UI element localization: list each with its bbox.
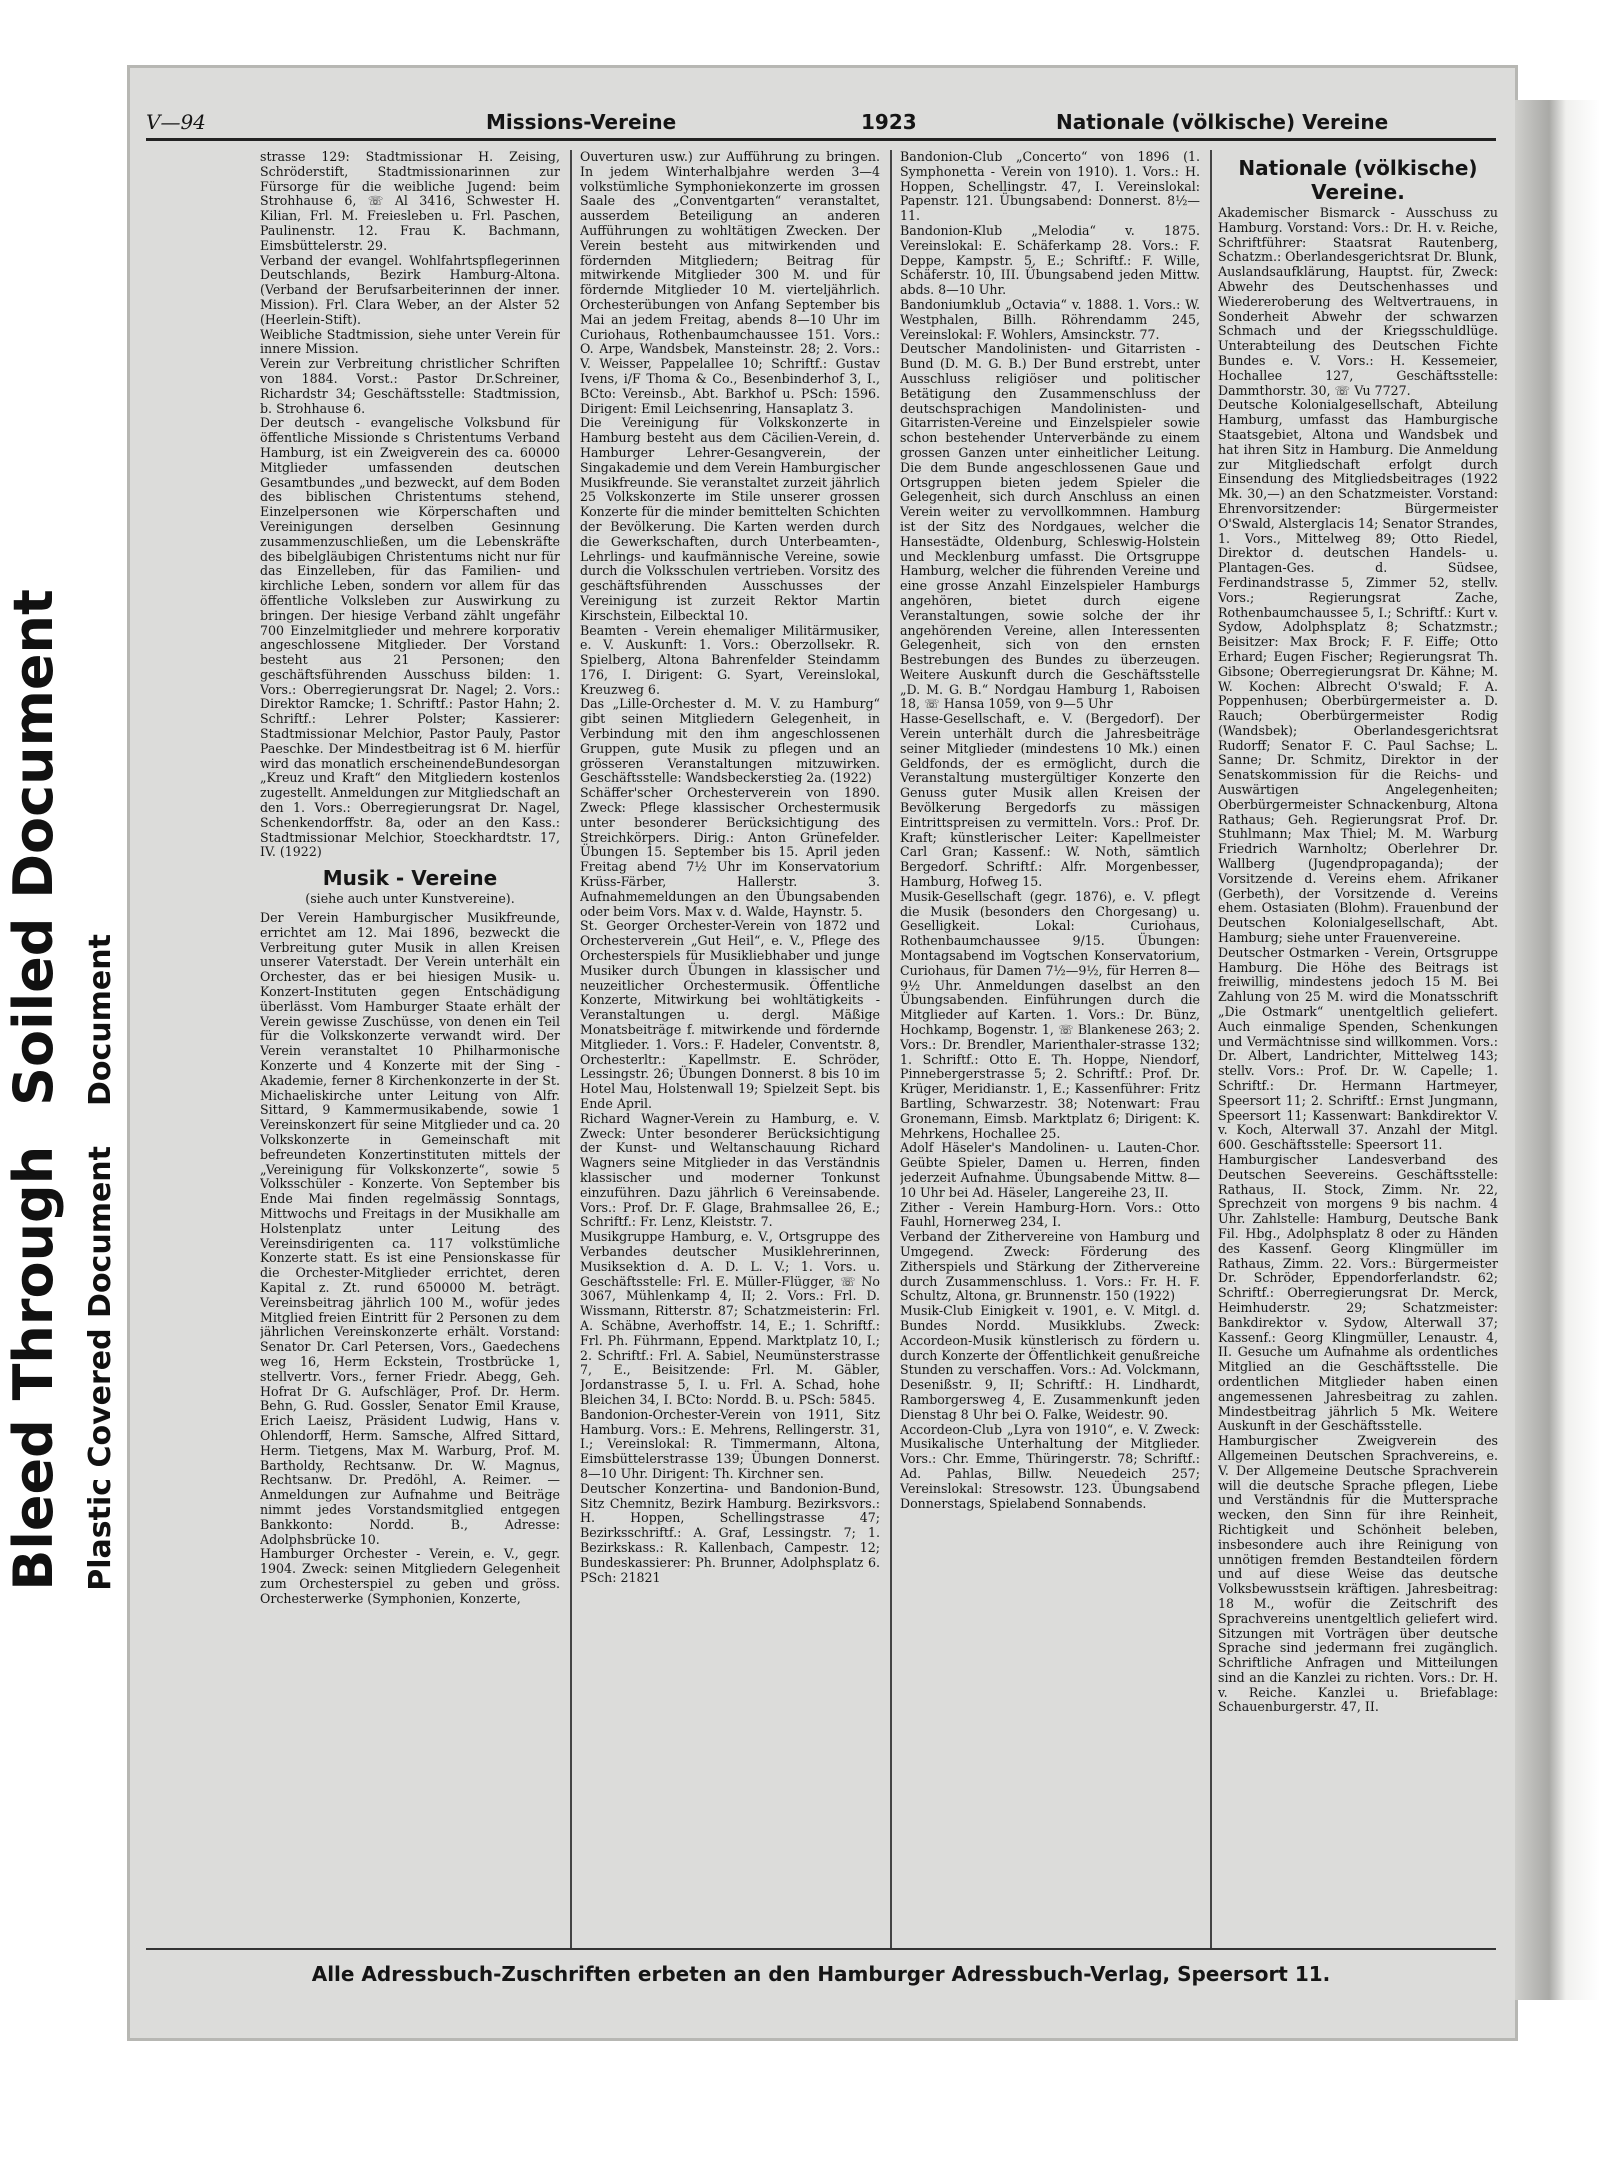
col3-entry: Bandonion-Klub „Melodia“ v. 1875. Vereinslokal: E. Schäferkamp 28. Vors.: F. Deppe, Kampstr. 5, E.; Schriftf.: F. Wille, Schäferstr. 10, III. Übungsabend jeden Mittw. abds. 8—10 Uhr. (900, 222, 1200, 298)
col2-entry: Richard Wagner-Verein zu Hamburg, e. V. Zweck: Unter besonderer Berücksichtigung der Kunst- und Weltanschauung Richard Wagners seine Mitglieder in das Verständnis klassischer und moderner Tonkunst einzuführen. Dazu jährlich 6 Vereinsabende. Vors.: Prof. Dr. F. Glage, Brahmsallee 26, E.; Schriftf.: Fr. Lenz, Kleiststr. 7. (580, 1110, 880, 1230)
column-1 (260, 150, 560, 1950)
col2-entry: Die Vereinigung für Volkskonzerte in Hamburg besteht aus dem Cäcilien-Verein, d. Hamburger Lehrer-Gesangverein, der Singakademie und dem Verein Hamburgischer Musikfreunde. Sie veranstaltet zurzeit jährlich 25 Volkskonzerte im Stile unserer grossen Konzerte für die minder bemittelten Schichten der Bevölkerung. Die Karten werden durch die Gewerkschaften, durch Unterbeamten-, Lehrlings- und kaufmännische Vereine, sowie durch die Volksschulen vertrieben. Vorsitz des geschäftsführenden Ausschusses der Vereinigung ist zurzeit Rektor Martin Kirschstein, Eilbecktal 10. (580, 415, 880, 623)
col3-entry: Accordeon-Club „Lyra von 1910“, e. V. Zweck: Musikalische Unterhaltung der Mitglieder. Vors.: Chr. Emme, Thüringerstr. 78; Schriftf.: Ad. Pahlas, Billw. Neuedeich 257; Vereinslokal: Stresowstr. 123. Übungsabend Donnerstags, Spielabend Sonnabends. (900, 1421, 1200, 1511)
col2-entry: Das „Lille-Orchester d. M. V. zu Hamburg“ gibt seinen Mitgliedern Gelegenheit, in Verbindung mit den ihm angeschlossenen Gruppen, gute Musik zu pflegen und an grösseren Veranstaltungen mitzuwirken. Geschäftsstelle: Wandsbeckerstieg 2a. (1922) (580, 696, 880, 786)
soiled-document-stamp: Soiled Document (2, 589, 65, 1106)
col2-entry: Bandonion-Orchester-Verein von 1911, Sitz Hamburg. Vors.: E. Mehrens, Rellingerstr. 31, I.; Vereinslokal: R. Timmermann, Altona, Eimsbüttelerstrasse 139; Übungen Donnerst. 8—10 Uhr. Dirigent: Th. Kirchner sen. (580, 1406, 880, 1481)
col2-entry: St. Georger Orchester-Verein von 1872 und Orchesterverein „Gut Heil“, e. V., Pflege des Orchesterspiels für Musikliebhaber und junge Musiker durch Übungen in klassischer und neuzeitlicher Orchestermusik. Öffentliche Konzerte, Mitwirkung bei wohltätigkeits - Veranstaltungen u. dergl. Mäßige Monatsbeiträge f. mitwirkende und fördernde Mitglieder. 1. Vors.: F. Hadeler, Conventstr. 8, Orchesterltr.: Kapellmstr. E. Schröder, Lessingstr. 26; Übungen Donnerst. 8 bis 10 im Hotel Mau, Holstenwall 19; Spielzeit Sept. bis Ende April. (580, 918, 880, 1111)
col1-entry: Hamburger Orchester - Verein, e. V., gegr. 1904. Zweck: seinen Mitgliedern Gelegenheit zum Orchesterspiel zu geben und gröss. Orchesterwerke (Symphonien, Konzerte, (260, 1546, 560, 1606)
col1-entry: Verband der evangel. Wohlfahrtspflegerinnen Deutschlands, Bezirk Hamburg-Altona. (Verband der Berufsarbeiterinnen der inner. Mission). Frl. Clara Weber, an der Alster 52 (Heerlein-Stift). (260, 252, 560, 327)
col2-entry: Deutscher Konzertina- und Bandonion-Bund, Sitz Chemnitz, Bezirk Hamburg. Bezirksvors.: H. Hoppen, Schellingstrasse 47; Bezirksschriftf.: A. Graf, Lessingstr. 7; 1. Bezirkskass.: R. Kallenbach, Campestr. 12; Bundeskassierer: Ph. Brunner, Adolphsplatz 6. PSch: 21821 (580, 1480, 880, 1585)
stamp-text (2, 589, 118, 1591)
col1-entry: Der Verein Hamburgischer Musikfreunde, errichtet am 12. Mai 1896, bezweckt die Verbreitung guter Musik in allen Kreisen unserer Vaterstadt. Der Verein unterhält ein Orchester, das er bei hiesigen Musik- u. Konzert-Instituten gegen Entschädigung überlässt. Vom Hamburger Staate erhält der Verein gewisse Zuschüsse, von denen ein Teil für die Volkskonzerte verwandt wird. Der Verein veranstaltet 10 Philharmonische Konzerte und 4 Konzerte mit der Sing - Akademie, ferner 8 Kirchenkonzerte in der St. Michaeliskirche unter Leitung von Alfr. Sittard, 9 Kammermusikabende, sowie 1 Vereinskonzert für seine Mitglieder und ca. 20 Volkskonzerte in Gemeinschaft mit befreundeten Konzertinstituten mittels der „Vereinigung für Volkskonzerte“, sowie 5 Volksschüler - Konzerte. Von September bis Ende Mai finden regelmässig Sonntags, Mittwochs und Freitags in der Musikhalle am Holstenplatz unter Leitung des Vereinsdirigenten ca. 117 volkstümliche Konzerte statt. Es ist eine Pensionskasse für die Orchester-Mitglieder errichtet, deren Kapital z. Zt. rund 650000 M. beträgt. Vereinsbeitrag jährlich 100 M., wofür jedes Mitglied freien Eintritt für 2 Personen zu dem jährlichen Vereinskonzerte erhält. Vorstand: Senator Dr. Carl Petersen, Vors., Gaedechens weg 16, Herm Eckstein, Trostbrücke 1, stellvertr. Vors., ferner Friedr. Abegg, Geh. Hofrat Dr G. Aufschläger, Prof. Dr. Herm. Behn, G. Rud. Gossler, Senator Emil Krause, Erich Laeisz, Präsident Ludwig, Hans v. Ohlendorff, Herm. Samsche, Alfred Sittard, Herm. Tietgens, Max M. Warburg, Prof. M. Bartholdy, Rechtsanw. Dr. W. Magnus, Rechtsanw. Dr. Predöhl, A. Reimer. — Anmeldungen zur Aufnahme und Beiträge nimmt jedes Vorstandsmitglied entgegen Bankkonto: Nordd. B., Adresse: Adolphsbrücke 10. (260, 910, 560, 1547)
col4-entry: Deutscher Ostmarken - Verein, Ortsgruppe Hamburg. Die Höhe des Beitrags ist freiwillig, mindestens jedoch 15 M. Bei Zahlung von 25 M. wird die Monatsschrift „Die Ostmark“ unentgeltlich geliefert. Auch einmalige Spenden, Schenkungen und Vermächtnisse sind willkommen. Vors.: Dr. Albert, Landrichter, Mittelweg 143; stellv. Vors.: Prof. Dr. W. Capelle; 1. Schriftf.: Dr. Hermann Hartmeyer, Speersort 11; 2. Schriftf.: Ernst Jungmann, Speersort 11; Kassenwart: Bankdirektor V. v. Koch, Alterwall 37. Anzahl der Mitgl. 600. Geschäftsstelle: Speersort 11. (1218, 944, 1498, 1153)
col1-entry: Verein zur Verbreitung christlicher Schriften von 1884. Vorst.: Pastor Dr.Schreiner, Richardstr 34; Geschäftsstelle: Stadtmission, b. Strohhause 6. (260, 356, 560, 416)
col2-entry: Ouverturen usw.) zur Aufführung zu bringen. In jedem Winterhalbjahre werden 3—4 volkstümliche Symphoniekonzerte im grossen Saale des „Conventgarten“ veranstaltet, ausserdem Beteiligung an anderen Aufführungen zu wohltätigen Zwecken. Der Verein besteht aus mitwirkenden und fördernden Mitgliedern; Beitrag für mitwirkende Mitglieder 300 M. und für fördernde Mitglieder 10 M. vierteljährlich. Orchesterübungen von Anfang September bis Mai an jedem Freitag, abends 8—10 Uhr im Curiohaus, Rothenbaumchaussee 151. Vors.: O. Arpe, Wandsbek, Mansteinstr. 28; 2. Vors.: V. Weisser, Pappelallee 10; Schriftf.: Gustav Ivens, i/F Thoma & Co., Besenbinderhof 3, I., BCto: Vereinsb., Abt. Barkhof u. PSch: 1596. Dirigent: Emil Leichsenring, Hansaplatz 3. (580, 150, 880, 416)
col3-entry: Musik-Gesellschaft (gegr. 1876), e. V. pflegt die Musik (besonders den Chorgesang) u. Geselligkeit. Lokal: Curiohaus, Rothenbaumchaussee 9/15. Übungen: Montagsabend im Vogtschen Konservatorium, Curiohaus, für Damen 7½—9½, für Herren 8—9½ Uhr. Anmeldungen daselbst an den Übungsabenden. Einführungen durch die Mitglieder auf Karten. 1. Vors.: Dr. Bünz, Hochkamp, Bogenstr. 1, ☏ Blankenese 263; 2. Vors.: Dr. Brendler, Marienthaler-strasse 132; 1. Schriftf.: Otto E. Th. Hoppe, Niendorf, Pinnebergerstrasse 5; 2. Schriftf.: Prof. Dr. Krüger, Meridianstr. 1, E.; Kassenführer: Fritz Bartling, Schwarzestr. 38; Notenwart: Frau Gronemann, Eimsb. Marktplatz 6; Dirigent: K. Mehrkens, Hochallee 25. (900, 888, 1200, 1141)
document-stamp: Document (83, 934, 118, 1106)
column-divider (890, 150, 892, 1950)
col4-entry: Hamburgischer Landesverband des Deutschen Seevereins. Geschäftsstelle: Rathaus, II. Stock, Zimm. Nr. 22, Sprechzeit von morgens 9 bis nachm. 4 Uhr. Zahlstelle: Hamburg, Deutsche Bank Fil. Hbg., Adolphsplatz 8 oder zu Händen des Kassenf. Georg Klingmüller im Rathaus, Zimm. 22. Vors.: Bürgermeister Dr. Schröder, Eppendorferlandstr. 62; Schriftf.: Oberregierungsrat Dr. Merck, Heimhuderstr. 29; Schatzmeister: Bankdirektor v. Sydow, Alterwall 37; Kassenf.: Georg Klingmüller, Lenaustr. 4, II. Gesuche um Aufnahme als ordentliches Mitglied an die Geschäftsstelle. Die ordentlichen Mitglieder haben einen angemessenen Jahresbeitrag zu zahlen. Mindestbeitrag jährlich 5 Mk. Weitere Auskunft in der Geschäftsstelle. (1218, 1152, 1498, 1434)
column-2 (580, 150, 880, 1950)
section-title-musik: Musik - Vereine (322, 866, 498, 891)
column-divider (1210, 150, 1212, 1950)
col4-entry: Auslandsaufklärung, Hauptst. für, Zweck: Abwehr des Deutschenhasses und Wiedereroberung des Weltvertrauens, in Sonderheit Abwehr der schwarzen Schmach und der Kriegsschuldlüge. Unterabteilung des Deutschen Fichte Bundes e. V. Vors.: H. Kessemeier, Hochallee 127, Geschäftsstelle: Dammthorstr. 30, ☏ Vu 7727. (1218, 264, 1498, 398)
section-subtitle-musik: (siehe auch unter Kunstvereine). (305, 891, 515, 907)
stamp-sidebar (0, 0, 120, 2177)
col1-entry: Der deutsch - evangelische Volksbund für öffentliche Missionde s Christentums Verband Hamburg, ist ein Zweigverein des ca. 60000 Mitglieder umfassenden deutschen Gesamtbundes „und bezweckt, auf dem Boden des biblischen Christentums stehend, Einzelpersonen wie Körperschaften und Vereinigungen derselben Gesinnung zusammenzuschließen, um die Lebenskräfte des bibelgläubigen Christentums nicht nur für das Einzelleben, für das Familien- und kirchliche Leben, sondern vor allem für das öffentliche Volksleben zur Auswirkung zu bringen. Der hiesige Verband zählt ungefähr 700 Einzelmitglieder und mehrere korporativ angeschlossene Mitglieder. Der Vorstand besteht aus 21 Personen; den geschäftsführenden Ausschuss bilden: 1. Vors.: Oberregierungsrat Dr. Nagel; 2. Vors.: Direktor Ramcke; 1. Schriftf.: Pastor Hahn; 2. Schriftf.: Lehrer Polster; Kassierer: Stadtmissionar Melchior, Pastor Pauly, Pastor Paeschke. Der Mindestbeitrag ist 6 M. hierfür wird das monatlich erscheinendeBundesorgan „Kreuz und Kraft“ den Mitgliedern kostenlos zugestellt. Anmeldungen zur Mitgliedschaft an den 1. Vors.: Oberregierungsrat Dr. Nagel, Schenkendorffstr. 8a, oder an den Kass.: Stadtmissionar Melchior, Stoeckhardtstr. 17, IV. (1922) (260, 415, 560, 860)
page-edge (1515, 100, 1600, 2000)
header-left-title: Missions-Vereine (486, 110, 677, 134)
header-year: 1923 (861, 110, 917, 134)
col2-entry: Musikgruppe Hamburg, e. V., Ortsgruppe des Verbandes deutscher Musiklehrerinnen, Musiksektion d. A. D. L. V.; 1. Vors. u. Geschäftsstelle: Frl. E. Müller-Flügger, ☏ No 3067, Mühlenkamp 4, II; 2. Vors.: Frl. D. Wissmann, Ritterstr. 87; Schatzmeisterin: Frl. A. Schäbne, Averhoffstr. 14, E.; 1. Schriftf.: Frl. Ph. Führmann, Eppend. Marktplatz 10, I.; 2. Schriftf.: Frl. A. Sabiel, Neumünsterstrasse 7, E., Beisitzende: Frl. M. Gäbler, Jordanstrasse 5, I. u. Frl. A. Schad, hohe Bleichen 34, I. BCto: Nordd. B. u. PSch: 5845. (580, 1229, 880, 1407)
col4-entry: Akademischer Bismarck - Ausschuss zu Hamburg. Vorstand: Vors.: Dr. H. v. Reiche, Schriftführer: Staatsrat Rautenberg, Schatzm.: Oberlandesgerichtsrat Dr. Blunk, (1218, 205, 1498, 265)
column-divider (570, 150, 572, 1950)
page-footer: Alle Adressbuch-Zuschriften erbeten an den Hamburger Adressbuch-Verlag, Speersort 11. (311, 1962, 1331, 1986)
footer-rule (146, 1948, 1496, 1950)
column-4 (1218, 150, 1498, 1950)
page-number: V—94 (146, 110, 206, 134)
col3-entry: Bandonion-Club „Concerto“ von 1896 (1. Symphonetta - Verein von 1910). 1. Vors.: H. Hoppen, Schellingstr. 47, I. Vereinslokal: Papenstr. 121. Übungsabend: Donnerst. 8½—11. (900, 150, 1200, 224)
col3-entry: Musik-Club Einigkeit v. 1901, e. V. Mitgl. d. Bundes Nordd. Musikklubs. Zweck: Accordeon-Musik künstlerisch zu fördern u. durch Konzerte der Öffentlichkeit genußreiche Stunden zu verschaffen. Vors.: Ad. Volckmann, Desenißstr. 9, II; Schriftf.: H. Lindhardt, Ramborgersweg 4, E. Zusammenkunft jeden Dienstag 8 Uhr bei O. Falke, Weidestr. 90. (900, 1303, 1200, 1422)
header-rule (146, 138, 1496, 141)
page-header (146, 110, 1496, 138)
col3-entry: Deutscher Mandolinisten- und Gitarristen - Bund (D. M. G. B.) Der Bund erstrebt, unter Ausschluss religiöser und politischer Betätigung den Zusammenschluss der deutschsprachigen Mandolinisten- und Gitarristen-Vereine und Einzelspieler sowie schon bestehender Unterverbände zu einem grossen Ganzen unter einheitlicher Leitung. Die dem Bunde angeschlossenen Gaue und Ortsgruppen bieten jedem Spieler die Gelegenheit, sich durch Anschluss an einen Verein weiter zu vervollkommnen. Hamburg ist der Sitz des Nordgaues, welcher die Hansestädte, Oldenburg, Schleswig-Holstein und Mecklenburg umfasst. Die Ortsgruppe Hamburg, welcher die führenden Vereine und eine grosse Anzahl Einzelspieler Hamburgs angehören, bietet durch eigene Veranstaltungen, sowie solche der ihr angehörenden Vereine, allen Interessenten Gelegenheit, sich von den ernsten Bestrebungen des Bundes zu überzeugen. Weitere Auskunft durch die Geschäftsstelle „D. M. G. B.“ Nordgau Hamburg 1, Raboisen 18, ☏ Hansa 1059, von 9—5 Uhr (900, 341, 1200, 712)
col1-entry: Weibliche Stadtmission, siehe unter Verein für innere Mission. (260, 326, 560, 357)
bleed-through-stamp: Bleed Through (2, 1145, 65, 1591)
col4-entry: Hamburgischer Zweigverein des Allgemeinen Deutschen Sprachvereins, e. V. Der Allgemeine Deutsche Sprachverein will die deutsche Sprache pflegen, Liebe und Verständnis für die Muttersprache wecken, den Sinn für ihre Reinheit, Richtigkeit und Schönheit beleben, insbesondere auch ihre Reinigung von unnötigen fremden Bestandteilen fördern und auf diese Weise das deutsche Volksbewusstsein kräftigen. Jahresbeitrag: 18 M., wofür die Zeitschrift des Sprachvereins unentgeltlich geliefert wird. Sitzungen mit Vorträgen über deutsche Sprache sind jedermann frei zugänglich. Schriftliche Anfragen und Mitteilungen sind an die Kanzlei zu richten. Vors.: Dr. H. v. Reiche. Kanzlei u. Briefablage: Schauenburgerstr. 47, II. (1218, 1433, 1498, 1715)
col3-entry: Bandoniumklub „Octavia“ v. 1888. 1. Vors.: W. Westphalen, Billh. Röhrendamm 245, Vereinslokal: F. Wohlers, Amsinckstr. 77. (900, 296, 1200, 342)
col3-entry: Zither - Verein Hamburg-Horn. Vors.: Otto Fauhl, Hornerweg 234, I. (900, 1199, 1200, 1230)
col4-entry: Deutsche Kolonialgesellschaft, Abteilung Hamburg, umfasst das Hamburgische Staatsgebiet, Altona und Wandsbek und hat ihren Sitz in Hamburg. Die Anmeldung zur Mitgliedschaft erfolgt durch Einsendung des Mitgliedsbeitrages (1922 Mk. 30,—) an den Schatzmeister. Vorstand: Ehrenvorsitzender: Bürgermeister O'Swald, Alsterglacis 14; Senator Strandes, 1. Vors., Mittelweg 89; Otto Riedel, Direktor d. deutschen Handels- u. Plantagen-Ges. d. Südsee, Ferdinandstrasse 5, Zimmer 52, stellv. Vors.; Regierungsrat Zache, Rothenbaumchaussee 5, I.; Schriftf.: Kurt v. Sydow, Adolphsplatz 8; Schatzmstr.; Beisitzer: Max Brock; F. F. Eiffe; Otto Erhard; Eugen Fischer; Regierungsrat Th. Gibsone; Oberregierungsrat Dr. Kähne; M. W. Kochen: Albrecht O'swald; F. A. Poppenhusen; Oberbürgermeister a. D. Rauch; Oberbürgermeister Rodig (Wandsbek); Oberlandesgerichtsrat Rudorff; Senator F. C. Paul Sachse; L. Sanne; Dr. Schmitz, Direktor in der Senatskommission für die Reichs- und Auswärtigen Angelegenheiten; Oberbürgermeister Schnackenburg, Altona Rathaus; Geh. Regierungsrat Prof. Dr. Stuhlmann; Max Thiel; M. M. Warburg Friedrich Warnholtz; Oberlehrer Dr. Wallberg (Jugendpropaganda); der Vorsitzende d. Vereins ehem. Afrikaner (Gerbeth), der Vorsitzende d. Vereins ehem. Ostasiaten (Blohm). Frauenbund der Deutschen Kolonialgesellschaft, Abt. Hamburg; siehe unter Frauenvereine. (1218, 397, 1498, 946)
header-right-title: Nationale (völkische) Vereine (1056, 110, 1389, 134)
col2-entry: Beamten - Verein ehemaliger Militärmusiker, e. V. Auskunft: 1. Vors.: Oberzollsekr. R. Spielberg, Altona Bahrenfelder Steindamm 176, I. Dirigent: G. Syart, Vereinslokal, Kreuzweg 6. (580, 622, 880, 697)
col1-entry: strasse 129: Stadtmissionar H. Zeising, Schröderstift, Stadtmissionarinnen zur Fürsorge für die weibliche Jugend: beim Strohhause 6, ☏ Al 3416, Schwester H. Kilian, Frl. M. Freiesleben u. Frl. Paschen, Paulinenstr. 12. Frau K. Bachmann, Eimsbüttelerstr. 29. (260, 150, 560, 253)
plastic-covered-stamp: Plastic Covered Document (83, 1145, 118, 1591)
col3-entry: Verband der Zithervereine von Hamburg und Umgegend. Zweck: Förderung des Zitherspiels und Stärkung der Zithervereine durch Zusammenschluss. 1. Vors.: Fr. H. F. Schultz, Altona, gr. Brunnenstr. 150 (1922) (900, 1229, 1200, 1304)
col3-entry: Adolf Häseler's Mandolinen- u. Lauten-Chor. Geübte Spieler, Damen u. Herren, finden jederzeit Aufnahme. Übungsabende Mittw. 8—10 Uhr bei Ad. Häseler, Langereihe 23, II. (900, 1140, 1200, 1200)
column-3 (900, 150, 1200, 1950)
col2-entry: Schäffer'scher Orchesterverein von 1890. Zweck: Pflege klassischer Orchestermusik unter besonderer Berücksichtigung des Streichkörpers. Dirig.: Anton Grünefelder. Übungen 15. September bis 15. April jeden Freitag abend 7½ Uhr im Konservatorium Krüss-Färber, Hallerstr. 3. Aufnahmemeldungen an den Übungsabenden oder beim Vors. Max v. d. Walde, Haynstr. 5. (580, 785, 880, 919)
col3-entry: Hasse-Gesellschaft, e. V. (Bergedorf). Der Verein unterhält durch die Jahresbeiträge seiner Mitglieder (mindestens 10 Mk.) einen Geldfonds, der es ermöglicht, durch die Veranstaltung mustergültiger Konzerte den Genuss guter Musik allen Kreisen der Bevölkerung Bergedorfs zu mässigen Eintrittspreisen zu vermitteln. Vors.: Prof. Dr. Kraft; künstlerischer Leiter: Kapellmeister Carl Gran; Kassenf.: W. Noth, sämtlich Bergedorf. Schriftf.: Alfr. Morgenbesser, Hamburg, Hofweg 15. (900, 711, 1200, 890)
section-title-nationale: Nationale (völkische) Vereine. (1238, 156, 1478, 204)
